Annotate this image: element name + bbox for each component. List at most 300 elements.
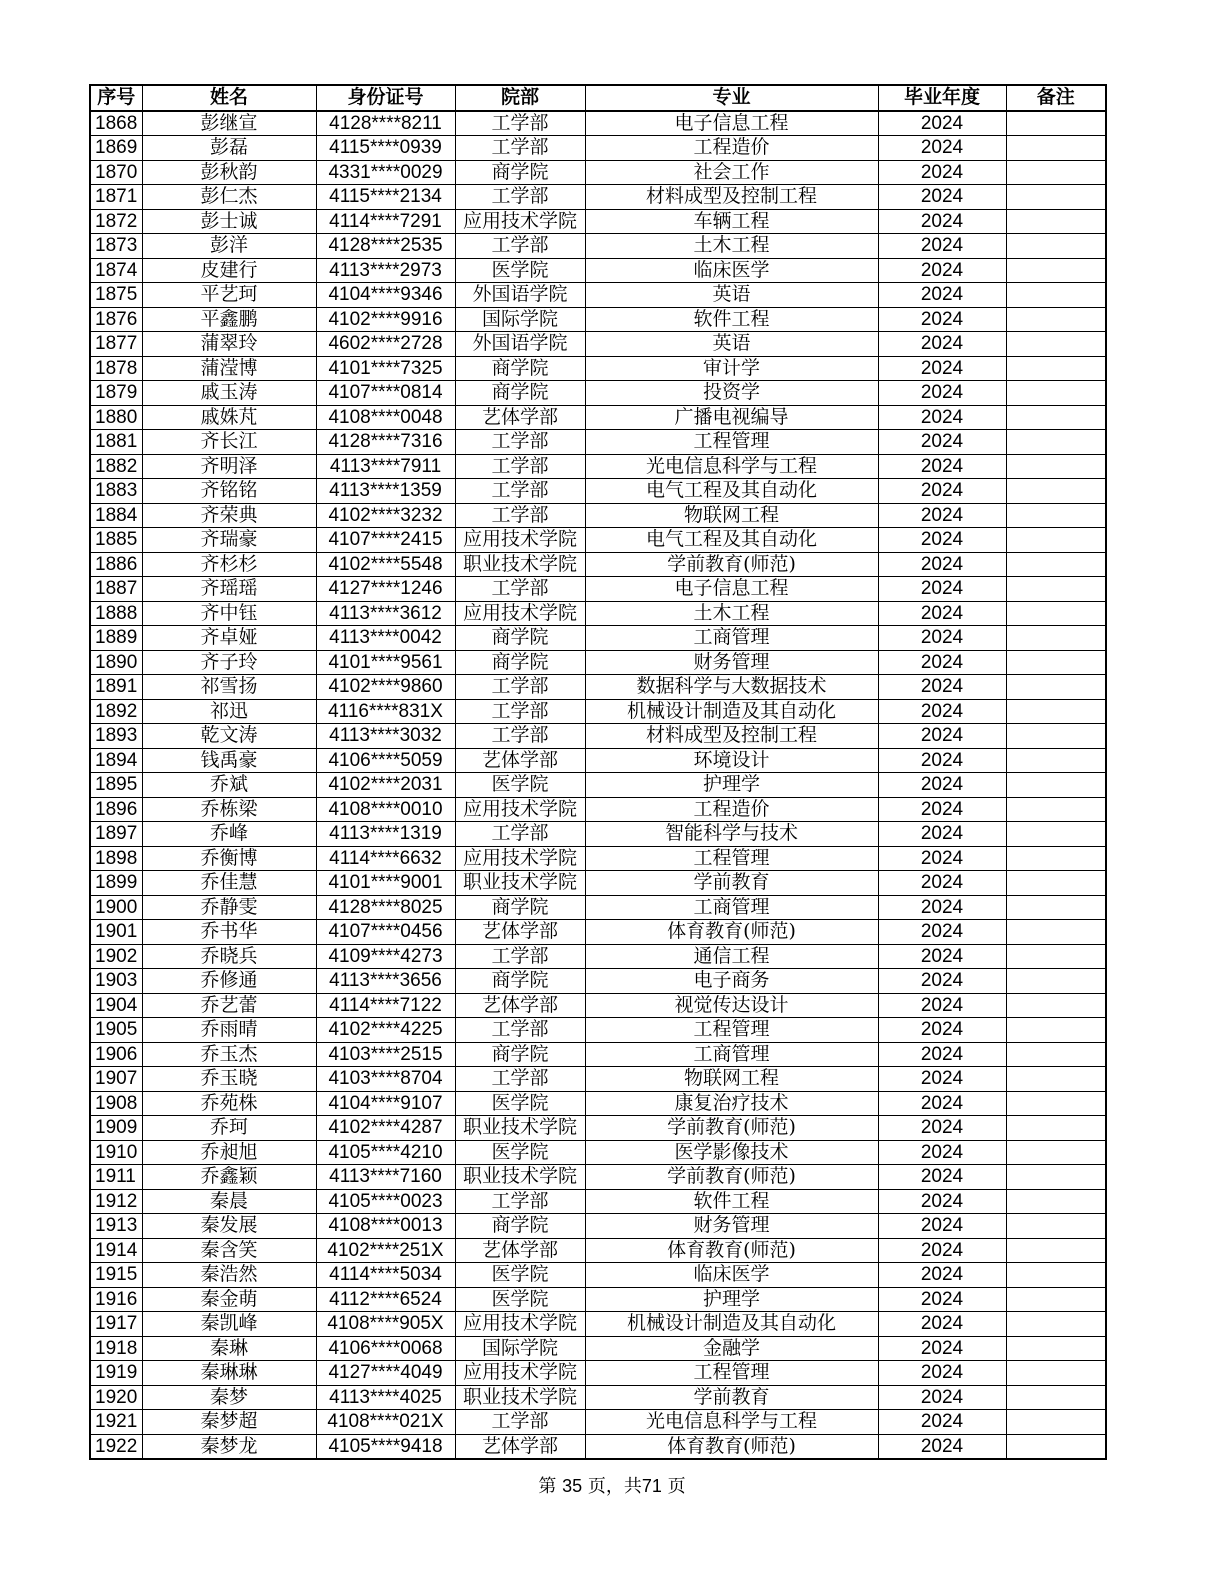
cell-name: 秦凯峰 (142, 1312, 316, 1337)
cell-name: 彭继宣 (142, 111, 316, 136)
cell-dept: 工学部 (455, 822, 585, 847)
cell-year: 2024 (878, 503, 1006, 528)
cell-year: 2024 (878, 307, 1006, 332)
cell-id: 4128****2535 (316, 234, 455, 259)
cell-major: 车辆工程 (585, 209, 878, 234)
cell-id: 4108****905X (316, 1312, 455, 1337)
cell-year: 2024 (878, 528, 1006, 553)
table-row (90, 1385, 1106, 1410)
cell-seq: 1909 (90, 1116, 142, 1141)
table-row (90, 1067, 1106, 1092)
footer-suffix: 页 (667, 1476, 686, 1497)
cell-name: 戚玉涛 (142, 381, 316, 406)
cell-dept: 商学院 (455, 1042, 585, 1067)
cell-dept: 国际学院 (455, 1336, 585, 1361)
cell-dept: 商学院 (455, 969, 585, 994)
cell-year: 2024 (878, 258, 1006, 283)
header-note: 备注 (1006, 85, 1106, 111)
cell-dept: 应用技术学院 (455, 528, 585, 553)
cell-dept: 外国语学院 (455, 332, 585, 357)
cell-dept: 应用技术学院 (455, 846, 585, 871)
cell-major: 工程管理 (585, 846, 878, 871)
cell-dept: 工学部 (455, 944, 585, 969)
graduate-table (89, 84, 1107, 1460)
cell-note (1006, 626, 1106, 651)
footer-mid: 页，共 (587, 1476, 642, 1497)
footer-page-number: 35 (562, 1476, 583, 1496)
cell-name: 乔书华 (142, 920, 316, 945)
table-row (90, 430, 1106, 455)
cell-name: 秦梦 (142, 1385, 316, 1410)
cell-note (1006, 1287, 1106, 1312)
cell-year: 2024 (878, 846, 1006, 871)
table-row (90, 1287, 1106, 1312)
cell-name: 平艺珂 (142, 283, 316, 308)
cell-major: 数据科学与大数据技术 (585, 675, 878, 700)
cell-note (1006, 699, 1106, 724)
cell-seq: 1887 (90, 577, 142, 602)
cell-major: 工商管理 (585, 626, 878, 651)
cell-note (1006, 1238, 1106, 1263)
table-row (90, 405, 1106, 430)
cell-seq: 1922 (90, 1434, 142, 1459)
cell-name: 秦发展 (142, 1214, 316, 1239)
cell-id: 4113****3612 (316, 601, 455, 626)
cell-year: 2024 (878, 871, 1006, 896)
cell-seq: 1901 (90, 920, 142, 945)
cell-major: 环境设计 (585, 748, 878, 773)
cell-id: 4102****2031 (316, 773, 455, 798)
cell-major: 电气工程及其自动化 (585, 528, 878, 553)
cell-note (1006, 1312, 1106, 1337)
cell-major: 光电信息科学与工程 (585, 1410, 878, 1435)
cell-id: 4128****7316 (316, 430, 455, 455)
cell-seq: 1879 (90, 381, 142, 406)
cell-name: 乔修通 (142, 969, 316, 994)
header-seq: 序号 (90, 85, 142, 111)
cell-note (1006, 160, 1106, 185)
cell-dept: 商学院 (455, 895, 585, 920)
cell-id: 4108****0010 (316, 797, 455, 822)
cell-major: 光电信息科学与工程 (585, 454, 878, 479)
cell-seq: 1904 (90, 993, 142, 1018)
cell-year: 2024 (878, 895, 1006, 920)
cell-note (1006, 528, 1106, 553)
table-row (90, 675, 1106, 700)
cell-major: 临床医学 (585, 258, 878, 283)
cell-year: 2024 (878, 136, 1006, 161)
cell-name: 乔苑株 (142, 1091, 316, 1116)
table-row (90, 1165, 1106, 1190)
cell-major: 工程造价 (585, 136, 878, 161)
cell-year: 2024 (878, 405, 1006, 430)
cell-year: 2024 (878, 1238, 1006, 1263)
cell-note (1006, 1067, 1106, 1092)
cell-id: 4101****9561 (316, 650, 455, 675)
cell-id: 4113****7160 (316, 1165, 455, 1190)
cell-year: 2024 (878, 1091, 1006, 1116)
cell-note (1006, 920, 1106, 945)
cell-note (1006, 381, 1106, 406)
cell-dept: 医学院 (455, 1263, 585, 1288)
cell-id: 4113****0042 (316, 626, 455, 651)
cell-seq: 1905 (90, 1018, 142, 1043)
table-row (90, 1018, 1106, 1043)
cell-name: 齐铭铭 (142, 479, 316, 504)
cell-seq: 1908 (90, 1091, 142, 1116)
cell-major: 学前教育 (585, 871, 878, 896)
cell-id: 4103****2515 (316, 1042, 455, 1067)
cell-major: 视觉传达设计 (585, 993, 878, 1018)
cell-note (1006, 307, 1106, 332)
cell-dept: 应用技术学院 (455, 1361, 585, 1386)
table-row (90, 356, 1106, 381)
cell-id: 4101****9001 (316, 871, 455, 896)
page-footer (0, 1472, 1224, 1498)
cell-name: 秦琳琳 (142, 1361, 316, 1386)
cell-dept: 商学院 (455, 650, 585, 675)
cell-id: 4113****4025 (316, 1385, 455, 1410)
cell-note (1006, 871, 1106, 896)
cell-seq: 1868 (90, 111, 142, 136)
cell-seq: 1886 (90, 552, 142, 577)
cell-year: 2024 (878, 920, 1006, 945)
cell-seq: 1918 (90, 1336, 142, 1361)
cell-major: 电子信息工程 (585, 577, 878, 602)
cell-major: 学前教育(师范) (585, 1165, 878, 1190)
cell-year: 2024 (878, 626, 1006, 651)
cell-seq: 1878 (90, 356, 142, 381)
table-row (90, 160, 1106, 185)
cell-major: 材料成型及控制工程 (585, 724, 878, 749)
table-row (90, 626, 1106, 651)
cell-dept: 工学部 (455, 699, 585, 724)
cell-name: 彭洋 (142, 234, 316, 259)
cell-seq: 1880 (90, 405, 142, 430)
cell-seq: 1910 (90, 1140, 142, 1165)
cell-note (1006, 1336, 1106, 1361)
cell-seq: 1877 (90, 332, 142, 357)
table-row (90, 1042, 1106, 1067)
cell-id: 4113****1319 (316, 822, 455, 847)
table-row (90, 650, 1106, 675)
cell-id: 4114****7122 (316, 993, 455, 1018)
cell-name: 秦浩然 (142, 1263, 316, 1288)
cell-note (1006, 430, 1106, 455)
cell-year: 2024 (878, 552, 1006, 577)
cell-year: 2024 (878, 1410, 1006, 1435)
header-name: 姓名 (142, 85, 316, 111)
cell-name: 乔佳慧 (142, 871, 316, 896)
cell-year: 2024 (878, 1434, 1006, 1459)
cell-dept: 应用技术学院 (455, 797, 585, 822)
table-row (90, 283, 1106, 308)
cell-major: 财务管理 (585, 650, 878, 675)
cell-year: 2024 (878, 1361, 1006, 1386)
cell-id: 4105****4210 (316, 1140, 455, 1165)
cell-year: 2024 (878, 1116, 1006, 1141)
cell-id: 4114****7291 (316, 209, 455, 234)
table-row (90, 479, 1106, 504)
cell-seq: 1919 (90, 1361, 142, 1386)
cell-year: 2024 (878, 650, 1006, 675)
cell-note (1006, 356, 1106, 381)
cell-seq: 1898 (90, 846, 142, 871)
cell-name: 齐长江 (142, 430, 316, 455)
cell-dept: 工学部 (455, 724, 585, 749)
cell-major: 工程管理 (585, 1361, 878, 1386)
table-row (90, 185, 1106, 210)
cell-dept: 职业技术学院 (455, 1116, 585, 1141)
cell-major: 电子商务 (585, 969, 878, 994)
cell-major: 体育教育(师范) (585, 920, 878, 945)
cell-major: 金融学 (585, 1336, 878, 1361)
cell-year: 2024 (878, 160, 1006, 185)
cell-id: 4114****5034 (316, 1263, 455, 1288)
cell-major: 临床医学 (585, 1263, 878, 1288)
cell-major: 医学影像技术 (585, 1140, 878, 1165)
cell-id: 4108****0048 (316, 405, 455, 430)
cell-dept: 工学部 (455, 1067, 585, 1092)
cell-year: 2024 (878, 699, 1006, 724)
cell-id: 4102****4287 (316, 1116, 455, 1141)
cell-note (1006, 601, 1106, 626)
cell-dept: 职业技术学院 (455, 1385, 585, 1410)
cell-name: 齐中钰 (142, 601, 316, 626)
cell-name: 皮建行 (142, 258, 316, 283)
cell-name: 祁迅 (142, 699, 316, 724)
cell-note (1006, 1165, 1106, 1190)
cell-year: 2024 (878, 1263, 1006, 1288)
cell-dept: 艺体学部 (455, 1434, 585, 1459)
table-row (90, 209, 1106, 234)
cell-note (1006, 234, 1106, 259)
cell-dept: 工学部 (455, 136, 585, 161)
table-row (90, 332, 1106, 357)
table-row (90, 111, 1106, 136)
cell-dept: 外国语学院 (455, 283, 585, 308)
cell-note (1006, 1434, 1106, 1459)
cell-note (1006, 895, 1106, 920)
cell-major: 软件工程 (585, 1189, 878, 1214)
cell-seq: 1882 (90, 454, 142, 479)
cell-note (1006, 1091, 1106, 1116)
cell-note (1006, 1042, 1106, 1067)
cell-name: 乔衡博 (142, 846, 316, 871)
cell-note (1006, 185, 1106, 210)
table-row (90, 528, 1106, 553)
cell-dept: 商学院 (455, 160, 585, 185)
header-id: 身份证号 (316, 85, 455, 111)
table-row (90, 1410, 1106, 1435)
cell-major: 机械设计制造及其自动化 (585, 1312, 878, 1337)
cell-seq: 1915 (90, 1263, 142, 1288)
cell-year: 2024 (878, 748, 1006, 773)
cell-note (1006, 479, 1106, 504)
table-row (90, 136, 1106, 161)
cell-name: 平鑫鹏 (142, 307, 316, 332)
cell-note (1006, 969, 1106, 994)
cell-name: 齐瑶瑶 (142, 577, 316, 602)
cell-name: 戚姝芃 (142, 405, 316, 430)
cell-name: 彭士诚 (142, 209, 316, 234)
cell-note (1006, 1018, 1106, 1043)
table-row (90, 895, 1106, 920)
cell-seq: 1890 (90, 650, 142, 675)
table-row (90, 846, 1106, 871)
cell-id: 4101****7325 (316, 356, 455, 381)
cell-year: 2024 (878, 969, 1006, 994)
cell-id: 4102****251X (316, 1238, 455, 1263)
table-row (90, 773, 1106, 798)
cell-name: 彭磊 (142, 136, 316, 161)
cell-name: 蒲翠玲 (142, 332, 316, 357)
cell-id: 4128****8211 (316, 111, 455, 136)
cell-major: 通信工程 (585, 944, 878, 969)
cell-id: 4107****0814 (316, 381, 455, 406)
cell-name: 乾文涛 (142, 724, 316, 749)
table-row (90, 381, 1106, 406)
cell-year: 2024 (878, 1067, 1006, 1092)
cell-major: 物联网工程 (585, 1067, 878, 1092)
cell-year: 2024 (878, 234, 1006, 259)
cell-major: 工程造价 (585, 797, 878, 822)
cell-year: 2024 (878, 1336, 1006, 1361)
cell-id: 4106****5059 (316, 748, 455, 773)
cell-id: 4113****7911 (316, 454, 455, 479)
cell-id: 4112****6524 (316, 1287, 455, 1312)
cell-note (1006, 332, 1106, 357)
cell-major: 体育教育(师范) (585, 1434, 878, 1459)
cell-seq: 1869 (90, 136, 142, 161)
cell-note (1006, 258, 1106, 283)
table-row (90, 1238, 1106, 1263)
cell-note (1006, 724, 1106, 749)
table-row (90, 920, 1106, 945)
cell-seq: 1899 (90, 871, 142, 896)
cell-note (1006, 675, 1106, 700)
cell-major: 材料成型及控制工程 (585, 185, 878, 210)
cell-id: 4331****0029 (316, 160, 455, 185)
table-row (90, 724, 1106, 749)
table-row (90, 1336, 1106, 1361)
cell-seq: 1873 (90, 234, 142, 259)
table-row (90, 1434, 1106, 1459)
cell-year: 2024 (878, 724, 1006, 749)
cell-major: 机械设计制造及其自动化 (585, 699, 878, 724)
cell-seq: 1884 (90, 503, 142, 528)
cell-year: 2024 (878, 797, 1006, 822)
cell-id: 4113****2973 (316, 258, 455, 283)
cell-year: 2024 (878, 1385, 1006, 1410)
cell-note (1006, 797, 1106, 822)
table-row (90, 258, 1106, 283)
cell-major: 审计学 (585, 356, 878, 381)
cell-seq: 1906 (90, 1042, 142, 1067)
cell-name: 彭秋韵 (142, 160, 316, 185)
cell-year: 2024 (878, 944, 1006, 969)
cell-name: 蒲滢博 (142, 356, 316, 381)
cell-seq: 1893 (90, 724, 142, 749)
header-major: 专业 (585, 85, 878, 111)
header-year: 毕业年度 (878, 85, 1006, 111)
cell-major: 电子信息工程 (585, 111, 878, 136)
cell-year: 2024 (878, 111, 1006, 136)
cell-name: 秦晨 (142, 1189, 316, 1214)
footer-prefix: 第 (538, 1476, 557, 1497)
cell-dept: 医学院 (455, 1091, 585, 1116)
cell-seq: 1892 (90, 699, 142, 724)
header-dept: 院部 (455, 85, 585, 111)
cell-seq: 1912 (90, 1189, 142, 1214)
cell-id: 4105****9418 (316, 1434, 455, 1459)
cell-dept: 商学院 (455, 1214, 585, 1239)
table-row (90, 601, 1106, 626)
cell-id: 4102****4225 (316, 1018, 455, 1043)
cell-note (1006, 283, 1106, 308)
cell-id: 4113****3656 (316, 969, 455, 994)
cell-id: 4107****0456 (316, 920, 455, 945)
table-row (90, 503, 1106, 528)
cell-name: 乔鑫颖 (142, 1165, 316, 1190)
cell-dept: 艺体学部 (455, 920, 585, 945)
cell-year: 2024 (878, 283, 1006, 308)
cell-note (1006, 748, 1106, 773)
cell-name: 乔昶旭 (142, 1140, 316, 1165)
cell-major: 英语 (585, 332, 878, 357)
table-row (90, 969, 1106, 994)
table-row (90, 1214, 1106, 1239)
cell-major: 康复治疗技术 (585, 1091, 878, 1116)
cell-seq: 1920 (90, 1385, 142, 1410)
cell-id: 4113****3032 (316, 724, 455, 749)
cell-major: 物联网工程 (585, 503, 878, 528)
cell-major: 工程管理 (585, 1018, 878, 1043)
cell-seq: 1872 (90, 209, 142, 234)
cell-major: 土木工程 (585, 234, 878, 259)
cell-note (1006, 650, 1106, 675)
cell-id: 4107****2415 (316, 528, 455, 553)
table-row (90, 871, 1106, 896)
cell-note (1006, 1263, 1106, 1288)
cell-major: 社会工作 (585, 160, 878, 185)
table-row (90, 234, 1106, 259)
cell-seq: 1889 (90, 626, 142, 651)
cell-seq: 1900 (90, 895, 142, 920)
cell-name: 齐卓娅 (142, 626, 316, 651)
cell-dept: 艺体学部 (455, 405, 585, 430)
cell-dept: 医学院 (455, 1140, 585, 1165)
cell-year: 2024 (878, 993, 1006, 1018)
cell-major: 学前教育(师范) (585, 1116, 878, 1141)
cell-id: 4102****9860 (316, 675, 455, 700)
cell-name: 秦梦超 (142, 1410, 316, 1435)
cell-dept: 工学部 (455, 577, 585, 602)
cell-dept: 工学部 (455, 185, 585, 210)
cell-year: 2024 (878, 356, 1006, 381)
table-row (90, 1091, 1106, 1116)
cell-note (1006, 1385, 1106, 1410)
cell-dept: 工学部 (455, 1189, 585, 1214)
table-row (90, 1312, 1106, 1337)
cell-name: 齐荣典 (142, 503, 316, 528)
cell-year: 2024 (878, 577, 1006, 602)
cell-major: 学前教育 (585, 1385, 878, 1410)
table-row (90, 944, 1106, 969)
cell-note (1006, 405, 1106, 430)
cell-name: 乔栋梁 (142, 797, 316, 822)
cell-dept: 商学院 (455, 356, 585, 381)
